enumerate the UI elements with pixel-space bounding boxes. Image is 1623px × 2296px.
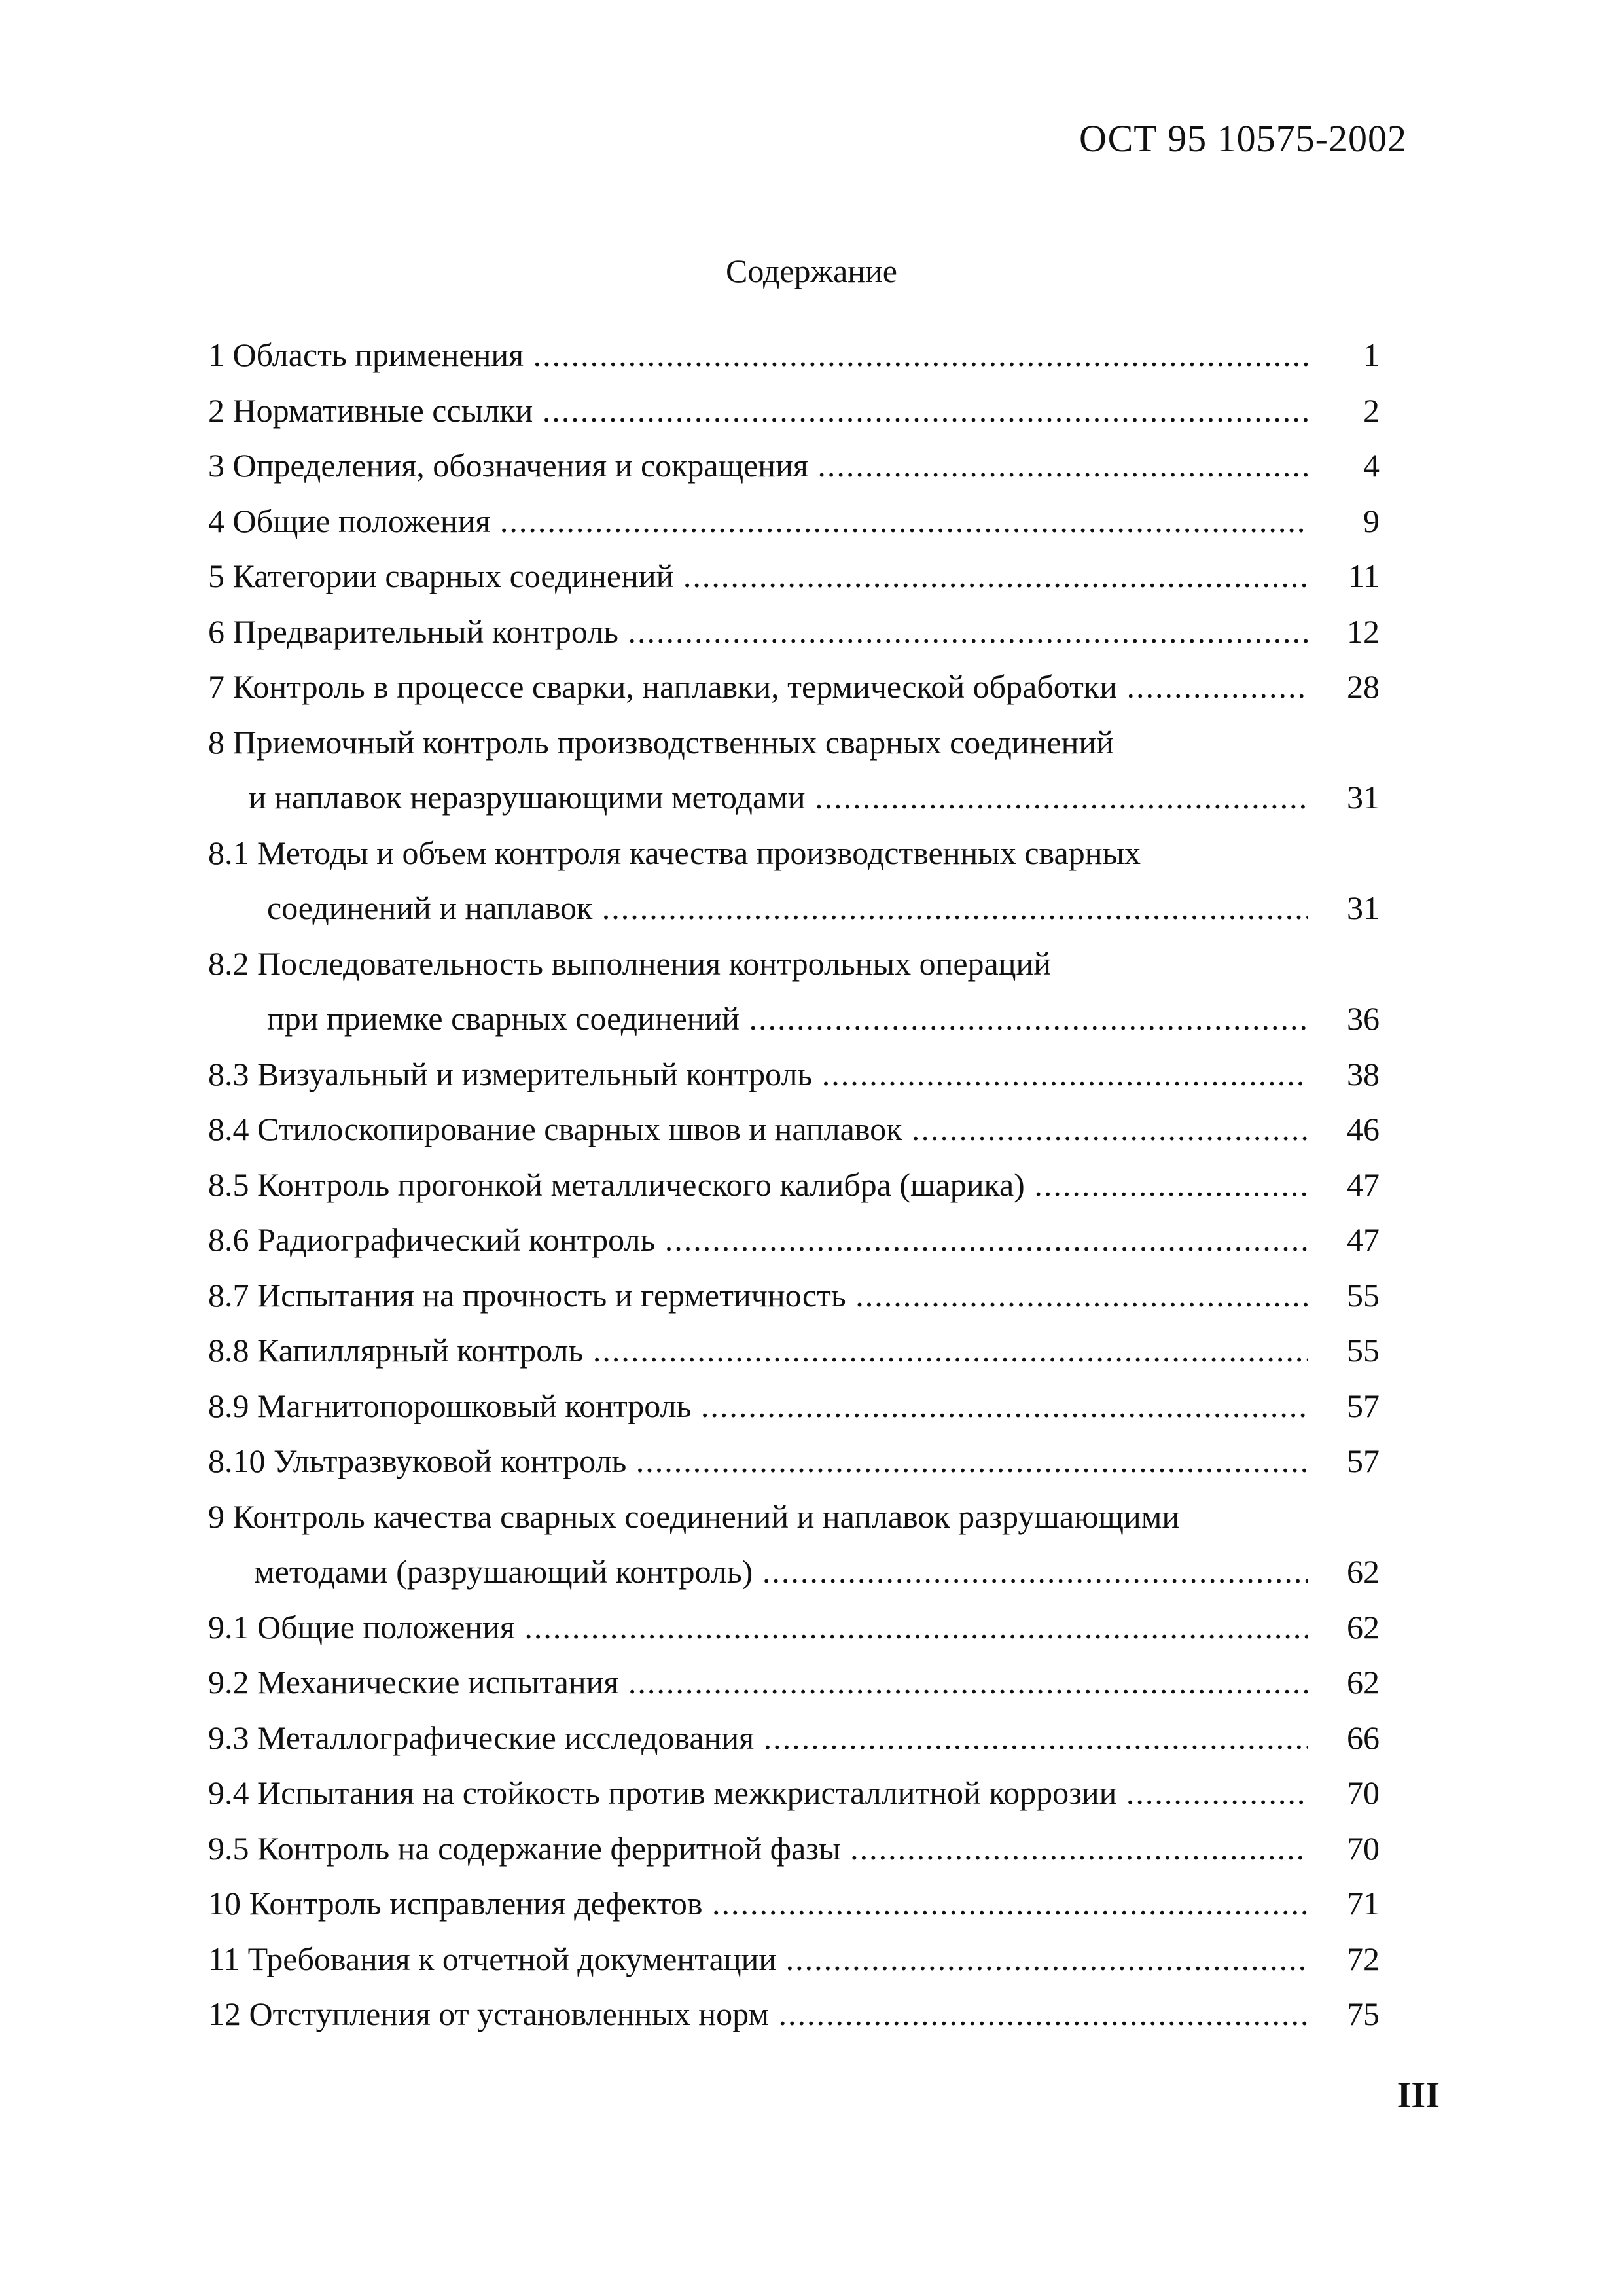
- toc-entry-page: 70: [1347, 1829, 1380, 1867]
- toc-entry-title: методами (разрушающий контроль) .....: [254, 1544, 1308, 1600]
- toc-entry-title: 6 Предварительный контроль .....: [208, 604, 1308, 660]
- toc-entry: [208, 604, 1406, 660]
- toc-entry-page: 66: [1347, 1719, 1380, 1756]
- toc-entry: [208, 659, 1406, 715]
- toc-entry-page: 31: [1347, 889, 1380, 926]
- toc-entry-title: 8 Приемочный контроль производственных сварных соединений: [208, 723, 1114, 761]
- toc-entry-page: 9: [1363, 502, 1380, 539]
- toc-entry-page: 11: [1347, 558, 1380, 594]
- toc-entry: [208, 991, 1406, 1047]
- toc-entry-page: 62: [1347, 1608, 1380, 1645]
- toc-entry-title: 9.5 Контроль на содержание ферритной фазы .....: [208, 1821, 1308, 1876]
- toc-entry: [208, 1710, 1406, 1766]
- toc-entry: [208, 438, 1406, 493]
- toc-entry-title: 9.2 Механические испытания .....: [208, 1655, 1308, 1710]
- toc-entry: [208, 1876, 1406, 1931]
- toc-entry-page: 38: [1347, 1055, 1380, 1092]
- toc-entry-title: 11 Требования к отчетной документации .....: [208, 1931, 1308, 1987]
- toc-title: Содержание: [726, 253, 897, 289]
- toc-entry: [208, 1378, 1406, 1434]
- toc-entry: [208, 1433, 1406, 1489]
- toc-entry: [208, 715, 1406, 770]
- toc-entry-page: 47: [1347, 1221, 1380, 1258]
- toc-entry: [208, 825, 1406, 881]
- toc-entry-title: 8.2 Последовательность выполнения контрольных операций: [208, 944, 1052, 982]
- toc-entry-title: 3 Определения, обозначения и сокращения .....: [208, 438, 1308, 493]
- toc-entry: [208, 1600, 1406, 1655]
- toc-entry-title: соединений и наплавок .....: [267, 880, 1308, 936]
- toc-entry: [208, 383, 1406, 439]
- toc-entry: [208, 770, 1406, 825]
- toc-entry-title: 5 Категории сварных соединений .....: [208, 548, 1308, 604]
- toc-entry-title: 9.1 Общие положения .....: [208, 1600, 1308, 1655]
- toc-entry: [208, 493, 1406, 549]
- toc-entry: [208, 1655, 1406, 1710]
- toc-entry-page: 57: [1347, 1443, 1380, 1479]
- toc-entry-title: 9.4 Испытания на стойкость против межкристаллитной коррозии .....: [208, 1765, 1308, 1821]
- toc-entry: [208, 1544, 1406, 1600]
- toc-entry-page: 62: [1347, 1553, 1380, 1590]
- toc-entry-page: 62: [1347, 1664, 1380, 1700]
- toc-entry: [208, 880, 1406, 936]
- toc-entry: [208, 1212, 1406, 1268]
- toc-entry: [208, 548, 1406, 604]
- toc-entry-page: 47: [1347, 1166, 1380, 1203]
- toc-entry: [208, 1323, 1406, 1378]
- toc-entry-page: 36: [1347, 1000, 1380, 1037]
- toc-entry-title: при приемке сварных соединений .....: [267, 991, 1308, 1047]
- toc-entry-title: 12 Отступления от установленных норм .....: [208, 1986, 1308, 2042]
- toc-entry-page: 70: [1347, 1774, 1380, 1811]
- toc-entry-page: 55: [1347, 1332, 1380, 1369]
- toc-entry-title: 1 Область применения .....: [208, 327, 1308, 383]
- toc-entry-title: 8.6 Радиографический контроль .....: [208, 1212, 1308, 1268]
- toc-entry-page: 46: [1347, 1111, 1380, 1147]
- toc-entry-page: 55: [1347, 1276, 1380, 1314]
- toc-entry-page: 75: [1347, 1996, 1380, 2032]
- toc-entry: [208, 1268, 1406, 1323]
- table-of-contents: [208, 327, 1406, 2042]
- toc-entry-title: 10 Контроль исправления дефектов .....: [208, 1876, 1308, 1931]
- toc-entry: [208, 1157, 1406, 1213]
- toc-entry-page: 57: [1347, 1387, 1380, 1424]
- toc-entry-title: 8.1 Методы и объем контроля качества производственных сварных: [208, 834, 1141, 871]
- toc-entry-title: 8.4 Стилоскопирование сварных швов и наплавок .....: [208, 1102, 1308, 1157]
- toc-entry: [208, 327, 1406, 383]
- toc-entry-title: 9 Контроль качества сварных соединений и наплавок разрушающими: [208, 1498, 1180, 1535]
- toc-entry-title: 7 Контроль в процессе сварки, наплавки, термической обработки .....: [208, 659, 1308, 715]
- toc-entry-title: 2 Нормативные ссылки .....: [208, 383, 1308, 439]
- toc-entry-title: 8.8 Капиллярный контроль .....: [208, 1323, 1308, 1378]
- toc-entry-title: 8.9 Магнитопорошковый контроль .....: [208, 1378, 1308, 1434]
- toc-entry-page: 12: [1347, 613, 1380, 650]
- toc-entry-title: 9.3 Металлографические исследования .....: [208, 1710, 1308, 1766]
- toc-entry-page: 31: [1347, 779, 1380, 816]
- toc-entry-title: 8.5 Контроль прогонкой металлического калибра (шарика) .....: [208, 1157, 1308, 1213]
- toc-entry: [208, 1489, 1406, 1545]
- toc-entry-title: 8.3 Визуальный и измерительный контроль .....: [208, 1047, 1308, 1102]
- toc-entry: [208, 1102, 1406, 1157]
- toc-entry-title: 4 Общие положения .....: [208, 493, 1308, 549]
- toc-entry-page: 28: [1347, 668, 1380, 705]
- toc-entry: [208, 936, 1406, 992]
- toc-entry-page: 72: [1347, 1940, 1380, 1977]
- toc-entry: [208, 1986, 1406, 2042]
- toc-entry-page: 4: [1363, 447, 1380, 484]
- toc-entry-page: 2: [1363, 391, 1380, 429]
- toc-entry: [208, 1931, 1406, 1987]
- toc-entry-title: 8.7 Испытания на прочность и герметичность .....: [208, 1268, 1308, 1323]
- document-code: ОСТ 95 10575-2002: [1079, 117, 1407, 160]
- toc-entry: [208, 1047, 1406, 1102]
- toc-entry-page: 1: [1363, 336, 1380, 373]
- toc-entry: [208, 1765, 1406, 1821]
- toc-entry-title: и наплавок неразрушающими методами .....: [249, 770, 1308, 825]
- toc-entry: [208, 1821, 1406, 1876]
- toc-entry-page: 71: [1347, 1885, 1380, 1922]
- toc-entry-title: 8.10 Ультразвуковой контроль .....: [208, 1433, 1308, 1489]
- page-number: III: [1397, 2075, 1440, 2115]
